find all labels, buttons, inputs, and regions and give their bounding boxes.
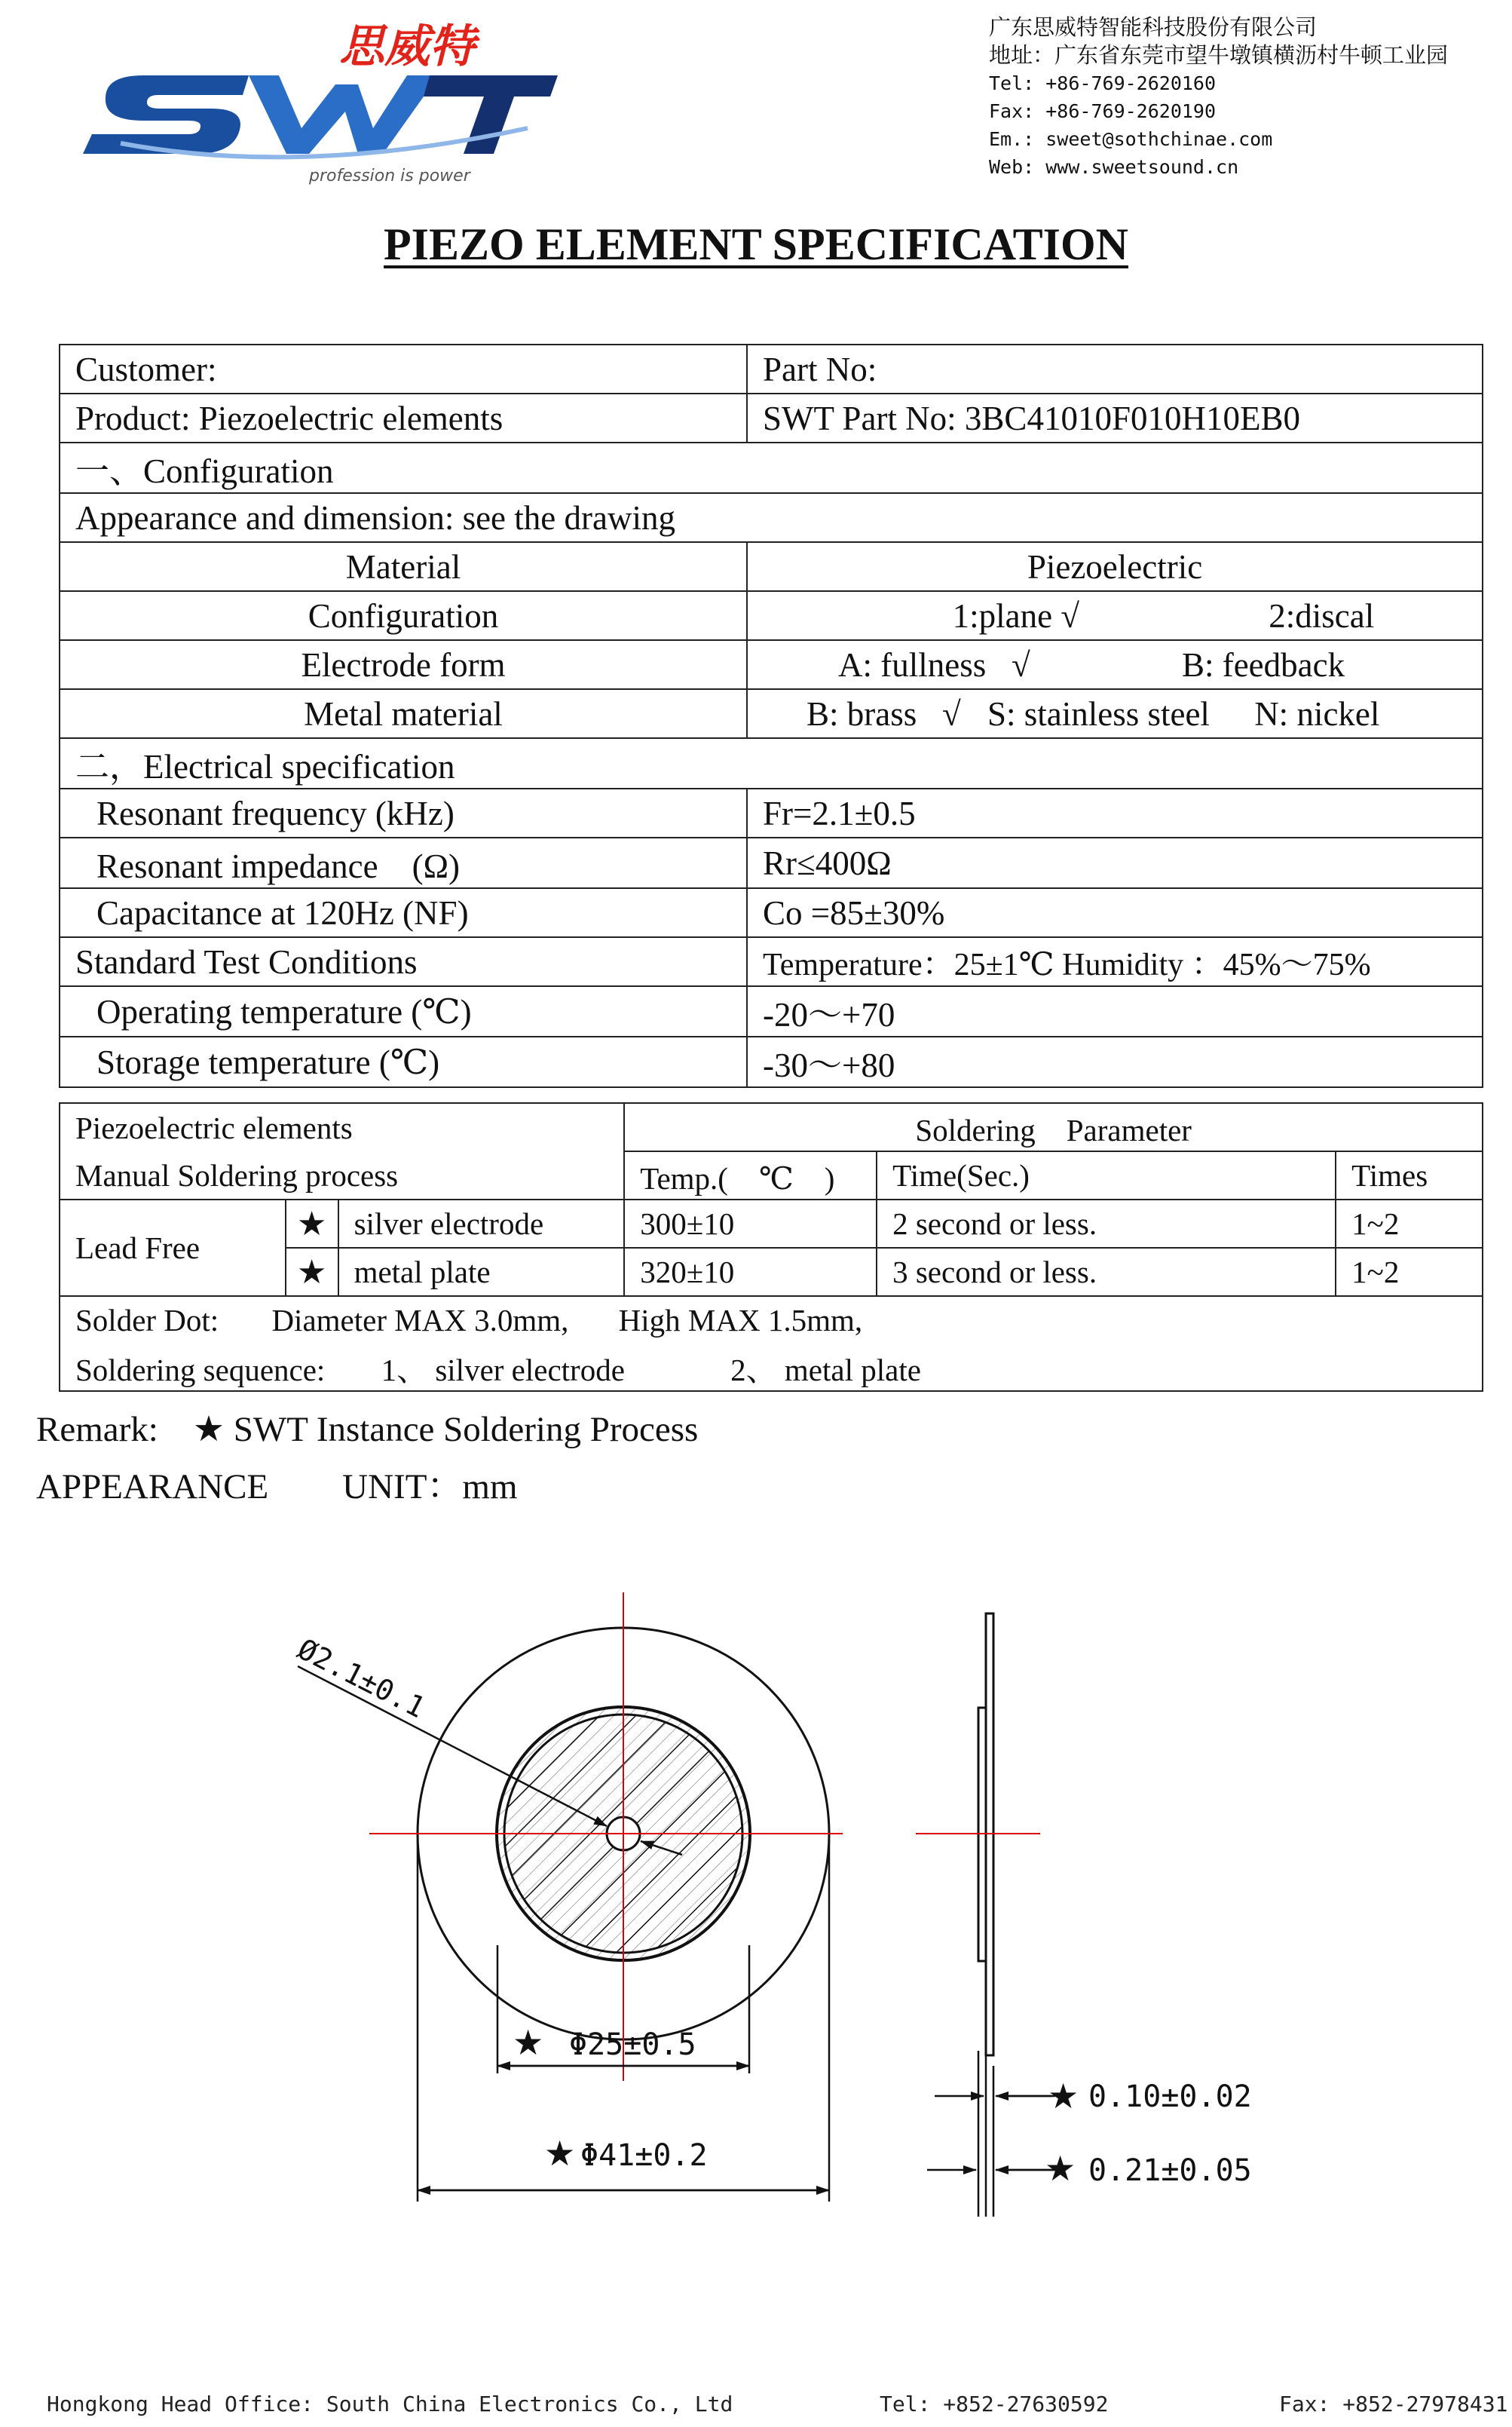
storage-temp-value: -30～+80 bbox=[747, 1037, 1483, 1087]
table-row bbox=[60, 937, 1483, 986]
unit-label: UNIT：mm bbox=[342, 1467, 518, 1506]
swt-logo bbox=[75, 15, 558, 188]
company-tel: Tel: +86-769-2620160 bbox=[989, 72, 1217, 94]
hole-dimension: Ø2.1±0.1 bbox=[292, 1632, 430, 1725]
table-row bbox=[60, 542, 1483, 591]
table-row bbox=[60, 640, 1483, 689]
solder-times: 1~2 bbox=[1336, 1248, 1483, 1296]
table-row bbox=[60, 394, 1483, 443]
company-info bbox=[989, 14, 1509, 181]
product-cell: Product: Piezoelectric elements bbox=[60, 394, 747, 443]
solder-time: 2 second or less. bbox=[877, 1200, 1336, 1248]
table-row bbox=[60, 986, 1483, 1037]
metal-option-stainless: S: stainless steel bbox=[987, 694, 1210, 733]
metal-option-brass: B: brass √ bbox=[807, 694, 961, 733]
remark-text: ★ SWT Instance Soldering Process bbox=[192, 1410, 699, 1449]
front-view bbox=[292, 1592, 843, 2202]
col-temp-header: Temp.( ℃ ) bbox=[624, 1151, 877, 1200]
storage-temp-label: Storage temperature (℃) bbox=[60, 1037, 747, 1087]
total-thickness-dimension: 0.21±0.05 bbox=[1088, 2153, 1252, 2188]
solder-left-title-2: Manual Soldering process bbox=[60, 1151, 624, 1200]
impedance-value: Rr≤400Ω bbox=[747, 838, 1483, 888]
solder-item: metal plate bbox=[338, 1248, 625, 1296]
capacitance-value: Co =85±30% bbox=[747, 888, 1483, 937]
company-address: 地址：广东省东莞市望牛墩镇横沥村牛顿工业园 bbox=[989, 42, 1449, 68]
electrode-option-feedback: B: feedback bbox=[1181, 645, 1345, 684]
table-row bbox=[60, 443, 1483, 493]
electrode-label: Electrode form bbox=[60, 640, 747, 689]
col-times-header: Times bbox=[1336, 1151, 1483, 1200]
logo-mark bbox=[83, 75, 558, 157]
customer-cell: Customer: bbox=[60, 345, 747, 394]
config-label: Configuration bbox=[60, 591, 747, 640]
appearance-label: APPEARANCE bbox=[36, 1467, 269, 1506]
company-name: 广东思威特智能科技股份有限公司 bbox=[989, 14, 1318, 40]
spec-table bbox=[59, 344, 1483, 1088]
footer-fax: Fax: +852-27978431 bbox=[1279, 2392, 1508, 2416]
solder-sequence-label: Soldering sequence: bbox=[75, 1352, 326, 1387]
company-web: Web: www.sweetsound.cn bbox=[989, 156, 1239, 178]
table-row bbox=[60, 1200, 1483, 1248]
solder-sequence-1: 1、 silver electrode bbox=[381, 1352, 625, 1387]
capacitance-label: Capacitance at 120Hz (NF) bbox=[60, 888, 747, 937]
config-option-plane: 1:plane √ bbox=[952, 596, 1079, 635]
freq-label: Resonant frequency (kHz) bbox=[60, 789, 747, 838]
logo-cn-name: 思威特 bbox=[339, 20, 475, 73]
table-row bbox=[60, 493, 1483, 542]
appearance-line bbox=[36, 1458, 518, 1509]
section-configuration: 一、Configuration bbox=[60, 443, 1483, 493]
standard-test-label: Standard Test Conditions bbox=[60, 937, 747, 986]
table-row bbox=[60, 689, 1483, 738]
operating-temp-label: Operating temperature (℃) bbox=[60, 986, 747, 1037]
table-row bbox=[60, 1103, 1483, 1151]
table-row bbox=[60, 1151, 1483, 1200]
standard-test-value: Temperature：25±1℃ Humidity ：45%～75% bbox=[747, 937, 1483, 986]
company-fax: Fax: +86-769-2620190 bbox=[989, 100, 1217, 122]
footer-office: Hongkong Head Office: South China Electronics Co., Ltd bbox=[47, 2392, 733, 2416]
solder-item: silver electrode bbox=[338, 1200, 625, 1248]
metal-options bbox=[747, 689, 1483, 738]
table-row bbox=[60, 738, 1483, 789]
footer-tel: Tel: +852-27630592 bbox=[880, 2392, 1109, 2416]
material-label: Material bbox=[60, 542, 747, 591]
solder-times: 1~2 bbox=[1336, 1200, 1483, 1248]
solder-dot-row bbox=[60, 1296, 1483, 1344]
table-row bbox=[60, 838, 1483, 888]
solder-dot-diameter: Diameter MAX 3.0mm, bbox=[271, 1303, 569, 1338]
star-icon: ★ bbox=[544, 2133, 576, 2174]
solder-dot-height: High MAX 1.5mm, bbox=[618, 1303, 863, 1338]
remark-label: Remark: bbox=[36, 1410, 158, 1449]
freq-value: Fr=2.1±0.5 bbox=[747, 789, 1483, 838]
electrode-option-fullness: A: fullness √ bbox=[838, 645, 1030, 684]
star-icon: ★ bbox=[286, 1248, 338, 1296]
soldering-parameter-title: Soldering Parameter bbox=[624, 1103, 1483, 1151]
appearance-note: Appearance and dimension: see the drawing bbox=[60, 493, 1483, 542]
operating-temp-value: -20～+70 bbox=[747, 986, 1483, 1037]
section-electrical: 二，Electrical specification bbox=[60, 738, 1483, 789]
solder-time: 3 second or less. bbox=[877, 1248, 1336, 1296]
star-icon: ★ bbox=[286, 1200, 338, 1248]
config-options bbox=[747, 591, 1483, 640]
table-row bbox=[60, 789, 1483, 838]
impedance-label: Resonant impedance (Ω) bbox=[60, 838, 747, 888]
soldering-table bbox=[59, 1102, 1483, 1392]
document-title bbox=[0, 219, 1512, 271]
document-title-text: PIEZO ELEMENT SPECIFICATION bbox=[384, 219, 1128, 269]
side-view bbox=[916, 1613, 1252, 2217]
table-row bbox=[60, 1037, 1483, 1087]
table-row bbox=[60, 345, 1483, 394]
solder-temp: 300±10 bbox=[624, 1200, 877, 1248]
logo-slogan: profession is power bbox=[309, 167, 470, 185]
star-icon: ★ bbox=[1045, 2148, 1076, 2189]
table-row bbox=[60, 1296, 1483, 1344]
electrode-options bbox=[747, 640, 1483, 689]
config-option-discal: 2:discal bbox=[1269, 596, 1375, 635]
solder-dot-label: Solder Dot: bbox=[75, 1303, 219, 1338]
table-row bbox=[60, 1344, 1483, 1391]
col-time-header: Time(Sec.) bbox=[877, 1151, 1336, 1200]
part-no-cell: Part No: bbox=[747, 345, 1483, 394]
metal-option-nickel: N: nickel bbox=[1254, 694, 1380, 733]
table-row bbox=[60, 591, 1483, 640]
star-icon: ★ bbox=[513, 2022, 544, 2063]
remark-line bbox=[36, 1408, 698, 1450]
swt-part-no-cell: SWT Part No: 3BC41010F010H10EB0 bbox=[747, 394, 1483, 443]
solder-sequence-row bbox=[60, 1344, 1483, 1391]
outer-diameter-dimension: Φ41±0.2 bbox=[580, 2138, 708, 2173]
solder-sequence-2: 2、 metal plate bbox=[730, 1352, 921, 1387]
material-value: Piezoelectric bbox=[747, 542, 1483, 591]
metal-label: Metal material bbox=[60, 689, 747, 738]
star-icon: ★ bbox=[1048, 2076, 1079, 2116]
table-row bbox=[60, 888, 1483, 937]
lead-free-label: Lead Free bbox=[60, 1200, 286, 1296]
inner-diameter-dimension: Φ25±0.5 bbox=[569, 2027, 696, 2062]
company-email: Em.: sweet@sothchinae.com bbox=[989, 128, 1273, 150]
piezo-drawing bbox=[0, 1553, 1512, 2337]
plate-thickness-dimension: 0.10±0.02 bbox=[1088, 2079, 1252, 2114]
solder-temp: 320±10 bbox=[624, 1248, 877, 1296]
solder-left-title-1: Piezoelectric elements bbox=[60, 1103, 624, 1151]
